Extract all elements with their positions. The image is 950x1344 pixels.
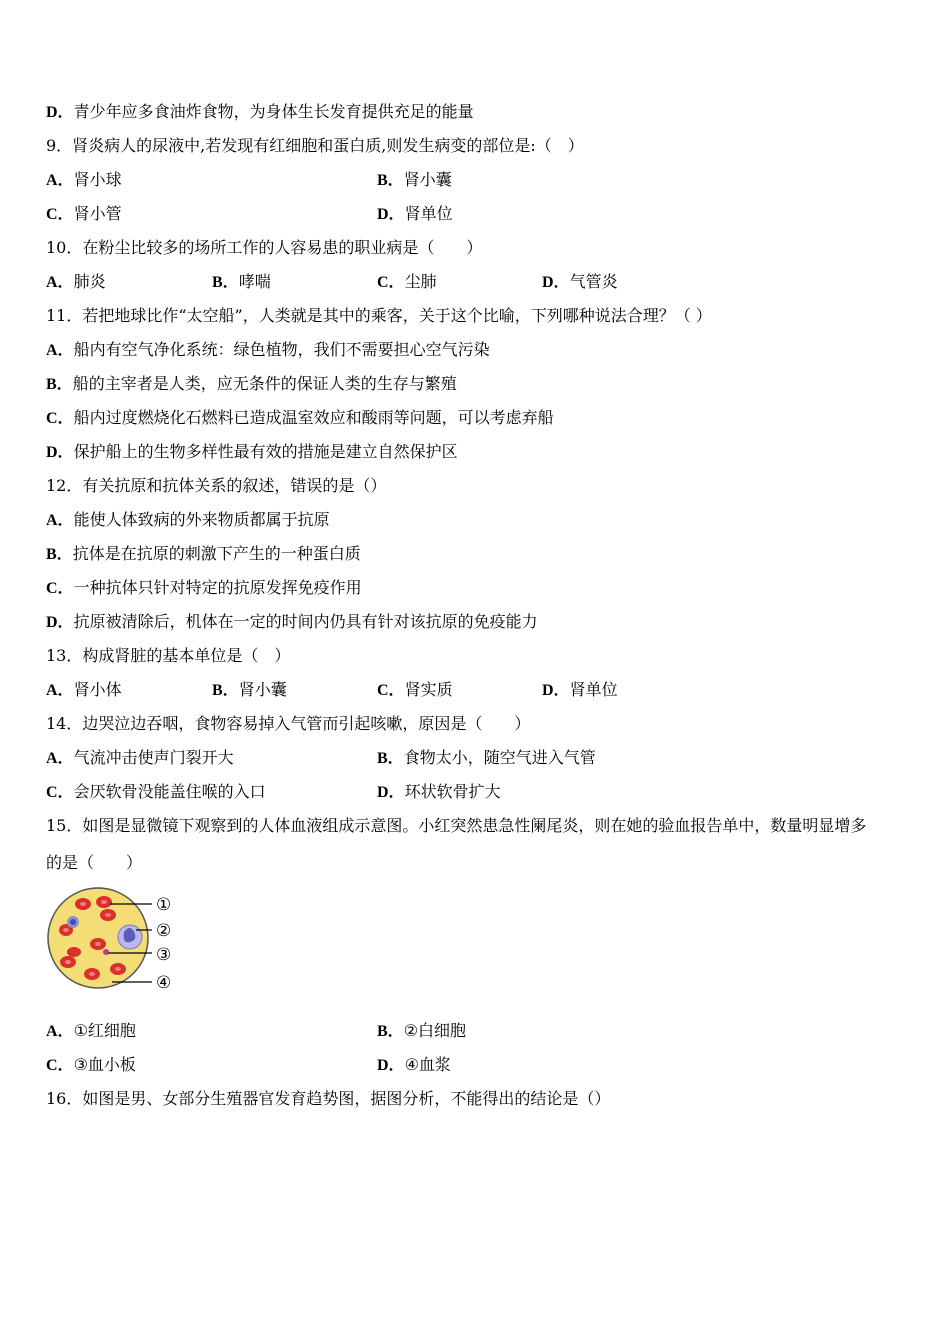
q11-option-b — [46, 374, 457, 395]
q9-options-row1 — [46, 170, 906, 191]
option-text: 气管炎 — [569, 272, 618, 291]
q15-stem-line2: 的是（ ） — [46, 853, 143, 872]
q15-option-b — [377, 1021, 466, 1042]
red-blood-cell — [67, 947, 81, 957]
option-text: ②白细胞 — [403, 1021, 467, 1040]
white-blood-cell-nucleus — [70, 919, 76, 925]
option-text: 保护船上的生物多样性最有效的措施是建立自然保护区 — [73, 442, 458, 461]
option-text: 船内过度燃烧化石燃料已造成温室效应和酸雨等问题，可以考虑弃船 — [73, 408, 554, 427]
option-text: 肾单位 — [569, 680, 618, 699]
q10-options — [46, 272, 906, 293]
q12-option-d — [46, 612, 538, 633]
option-letter: B． — [46, 546, 73, 563]
q14-stem: 14．边哭泣边吞咽，食物容易掉入气管而引起咳嗽，原因是（ ） — [46, 714, 531, 733]
option-letter: D． — [377, 206, 405, 223]
option-letter: B． — [377, 750, 404, 767]
q13-option-b — [212, 680, 287, 701]
option-letter: B． — [377, 1023, 404, 1040]
red-blood-cell-center — [101, 900, 107, 904]
option-text: 肾小体 — [73, 680, 122, 699]
q15-options-row1 — [46, 1021, 906, 1042]
q11-option-c — [46, 408, 554, 429]
option-letter: D． — [377, 784, 405, 801]
option-letter: B． — [212, 274, 239, 291]
q12-option-c — [46, 578, 362, 599]
q9-option-c — [46, 204, 122, 223]
option-letter: A． — [46, 750, 74, 767]
q12-option-a — [46, 510, 330, 531]
figure-label-3: ③ — [156, 945, 172, 965]
q13-options — [46, 680, 906, 701]
option-letter: D． — [46, 444, 74, 461]
q11-option-d — [46, 442, 458, 463]
q12-option-b — [46, 544, 361, 565]
blood-smear-svg — [46, 882, 186, 994]
option-letter: D． — [542, 682, 570, 699]
q9-options-row2 — [46, 204, 906, 225]
q15-stem-line1: 15．如图是显微镜下观察到的人体血液组成示意图。小红突然患急性阑尾炎，则在她的验血报告单中，数量明显增多 — [46, 816, 867, 835]
red-blood-cell-center — [65, 960, 71, 964]
option-text: 抗原被清除后，机体在一定的时间内仍具有针对该抗原的免疫能力 — [73, 612, 538, 631]
q8-option-d — [46, 102, 474, 123]
q11-stem: 11．若把地球比作“太空船”，人类就是其中的乘客，关于这个比喻，下列哪种说法合理？（ ） — [46, 306, 712, 325]
option-text: 船的主宰者是人类，应无条件的保证人类的生存与繁殖 — [72, 374, 457, 393]
q10-option-a — [46, 272, 106, 291]
option-text: 肾小囊 — [403, 170, 452, 189]
option-letter: A． — [46, 274, 74, 291]
option-letter: B． — [377, 172, 404, 189]
q9-option-b — [377, 170, 452, 191]
option-text: 肾小球 — [73, 170, 122, 189]
q14-option-d — [377, 782, 501, 803]
figure-label-2: ② — [156, 921, 172, 941]
option-text: 哮喘 — [238, 272, 271, 291]
q13-option-c — [377, 680, 453, 701]
q16-stem: 16．如图是男、女部分生殖器官发育趋势图，据图分析，不能得出的结论是（） — [46, 1089, 611, 1108]
option-text: 环状软骨扩大 — [404, 782, 501, 801]
q13-option-a — [46, 680, 122, 699]
option-letter: C． — [46, 784, 74, 801]
red-blood-cell-center — [80, 902, 86, 906]
option-letter: D． — [542, 274, 570, 291]
option-text: ④血浆 — [404, 1055, 451, 1074]
option-text: 肾小囊 — [238, 680, 287, 699]
platelet — [103, 949, 109, 955]
blood-smear-figure — [46, 882, 186, 994]
q15-options-row2 — [46, 1055, 906, 1076]
q9-stem: 9．肾炎病人的尿液中,若发现有红细胞和蛋白质,则发生病变的部位是:（ ） — [46, 136, 584, 155]
q10-option-d — [542, 272, 618, 293]
q10-option-c — [377, 272, 437, 293]
option-text: 会厌软骨没能盖住喉的入口 — [73, 782, 266, 801]
option-letter: C． — [377, 682, 405, 699]
red-blood-cell-center — [95, 942, 101, 946]
option-text: 抗体是在抗原的刺激下产生的一种蛋白质 — [72, 544, 361, 563]
q13-option-d — [542, 680, 618, 701]
red-blood-cell-center — [105, 913, 111, 917]
option-letter: D． — [46, 614, 74, 631]
option-text: 食物太小，随空气进入气管 — [403, 748, 596, 767]
red-blood-cell-center — [89, 972, 95, 976]
q9-option-d — [377, 204, 453, 225]
q14-options-row1 — [46, 748, 906, 769]
option-text: 肾单位 — [404, 204, 453, 223]
red-blood-cell-center — [115, 967, 121, 971]
q15-option-a — [46, 1021, 136, 1040]
option-letter: C． — [46, 410, 74, 427]
q11-option-a — [46, 340, 490, 361]
option-letter: A． — [46, 682, 74, 699]
option-letter: A． — [46, 172, 74, 189]
option-letter: B． — [212, 682, 239, 699]
option-letter: D． — [377, 1057, 405, 1074]
figure-label-1: ① — [156, 895, 172, 915]
option-letter: D． — [46, 104, 74, 121]
q13-stem: 13．构成肾脏的基本单位是（ ） — [46, 646, 291, 665]
option-text: 船内有空气净化系统：绿色植物，我们不需要担心空气污染 — [73, 340, 490, 359]
option-text: 肾实质 — [404, 680, 453, 699]
q10-option-b — [212, 272, 271, 293]
option-text: ①红细胞 — [73, 1021, 136, 1040]
option-letter: C． — [377, 274, 405, 291]
red-blood-cell-center — [63, 928, 69, 932]
q14-option-c — [46, 782, 266, 801]
option-letter: A． — [46, 1023, 74, 1040]
option-letter: A． — [46, 342, 74, 359]
option-text: 尘肺 — [404, 272, 437, 291]
option-text: ③血小板 — [73, 1055, 136, 1074]
q14-option-a — [46, 748, 234, 767]
option-text: 能使人体致病的外来物质都属于抗原 — [73, 510, 330, 529]
option-text: 气流冲击使声门裂开大 — [73, 748, 234, 767]
q15-option-d — [377, 1055, 451, 1076]
option-letter: C． — [46, 1057, 74, 1074]
q14-options-row2 — [46, 782, 906, 803]
option-text: 青少年应多食油炸食物，为身体生长发育提供充足的能量 — [73, 102, 474, 121]
q12-stem: 12．有关抗原和抗体关系的叙述，错误的是（） — [46, 476, 387, 495]
option-text: 肾小管 — [73, 204, 122, 223]
option-text: 肺炎 — [73, 272, 106, 291]
option-letter: B． — [46, 376, 73, 393]
q10-stem: 10．在粉尘比较多的场所工作的人容易患的职业病是（ ） — [46, 238, 483, 257]
figure-label-4: ④ — [156, 973, 172, 993]
option-letter: C． — [46, 206, 74, 223]
q14-option-b — [377, 748, 596, 769]
q9-option-a — [46, 170, 122, 189]
option-letter: A． — [46, 512, 74, 529]
option-text: 一种抗体只针对特定的抗原发挥免疫作用 — [73, 578, 362, 597]
option-letter: C． — [46, 580, 74, 597]
q15-option-c — [46, 1055, 136, 1074]
